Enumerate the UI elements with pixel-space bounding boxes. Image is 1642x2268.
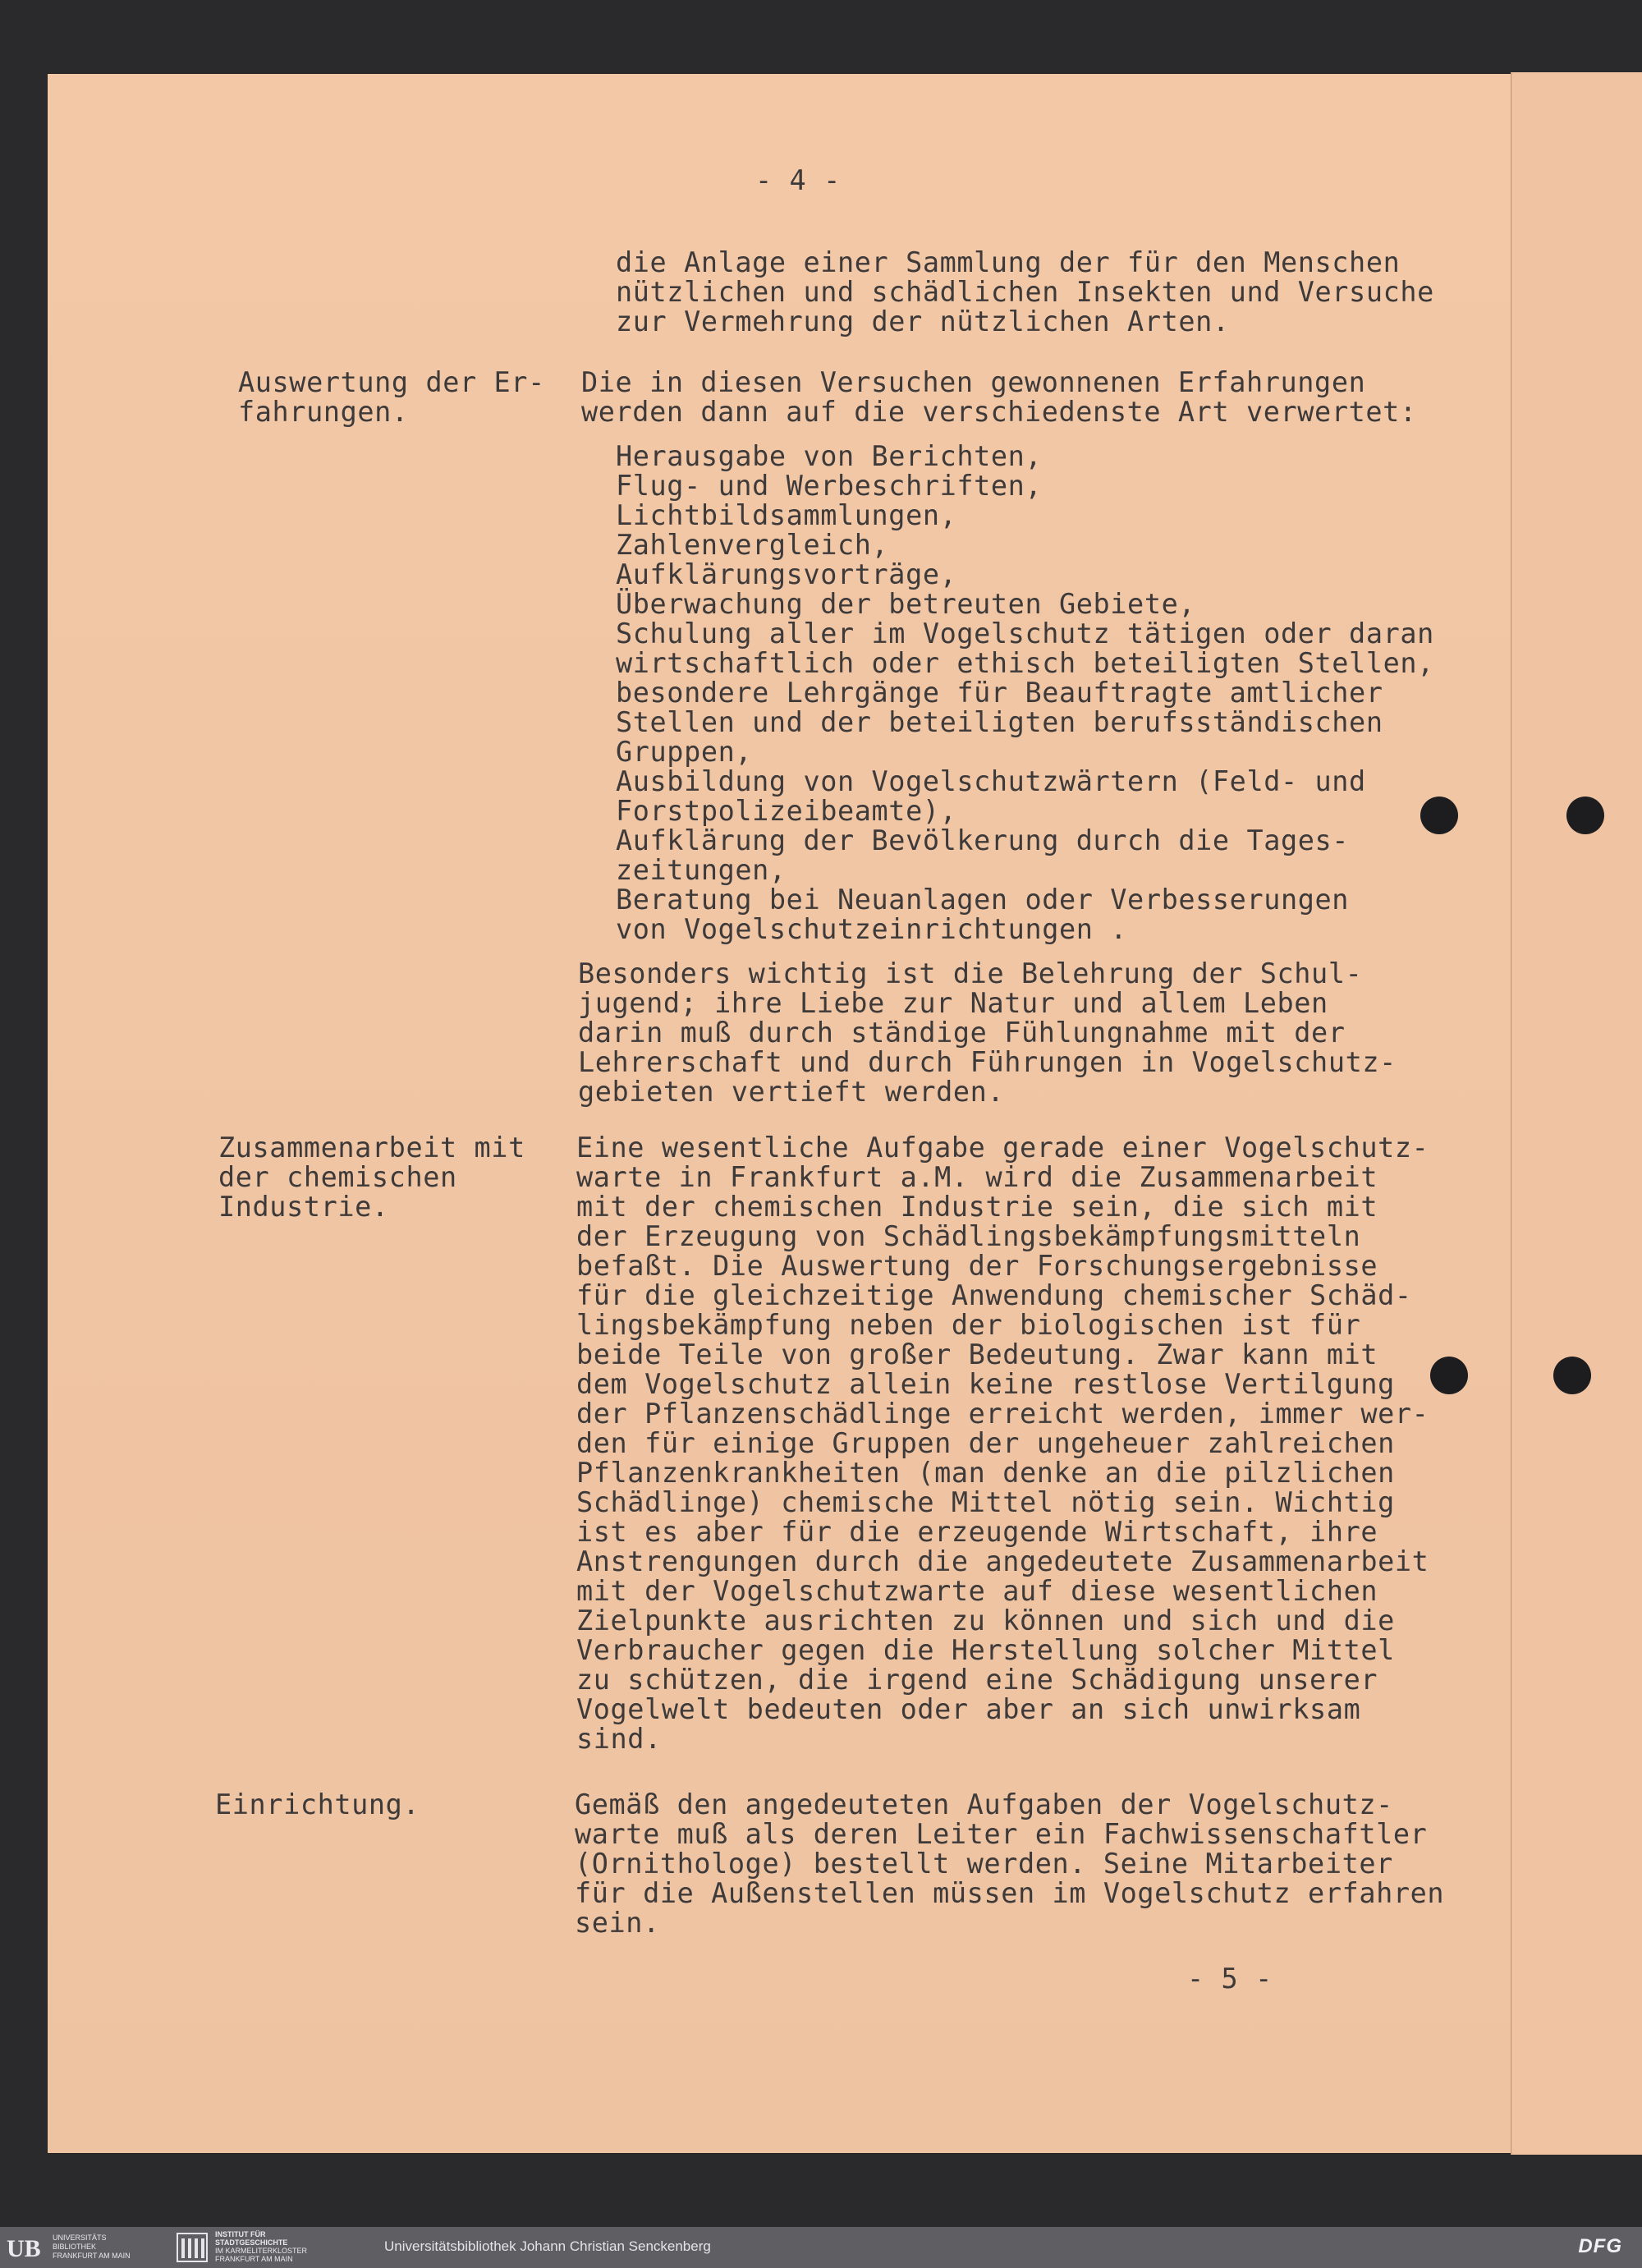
document-page <box>48 74 1511 2153</box>
text-line: sind. <box>576 1723 662 1755</box>
text-line: beide Teile von großer Bedeutung. Zwar kann mit <box>576 1338 1378 1370</box>
list-item: Zahlenvergleich, <box>616 529 889 561</box>
text-line: (Ornithologe) bestellt werden. Seine Mitarbeiter <box>575 1848 1393 1880</box>
text-line: der Pflanzenschädlinge erreicht werden, immer wer- <box>576 1398 1429 1430</box>
margin-line: Auswertung der Er- <box>238 366 545 398</box>
margin-line: Industrie. <box>218 1191 389 1223</box>
logo-line: IM KARMELITERKLOSTER <box>215 2247 308 2255</box>
einrichtung-paragraph <box>575 1790 1444 1938</box>
text-line: warte in Frankfurt a.M. wird die Zusammenarbeit <box>576 1161 1378 1193</box>
logo-line: STADTGESCHICHTE <box>215 2238 288 2247</box>
text-line: sein. <box>575 1907 660 1939</box>
intro-paragraph <box>616 248 1434 337</box>
text-line: Gemäß den angedeuteten Aufgaben der Vogelschutz- <box>575 1788 1393 1820</box>
logo-line: FRANKFURT AM MAIN <box>53 2252 131 2260</box>
text-line: Eine wesentliche Aufgabe gerade einer Vogelschutz- <box>576 1132 1429 1164</box>
text-line: werden dann auf die verschiedenste Art verwertet: <box>581 396 1417 428</box>
next-page-edge <box>1511 72 1642 2155</box>
text-line: warte muß als deren Leiter ein Fachwissenschaftler <box>575 1818 1428 1850</box>
text-line: lingsbekämpfung neben der biologischen ist für <box>576 1309 1361 1341</box>
list-item: besondere Lehrgänge für Beauftragte amtlicher <box>616 677 1383 709</box>
isg-logo-text <box>215 2230 307 2263</box>
list-item: Ausbildung von Vogelschutzwärtern (Feld- und <box>616 765 1366 797</box>
text-line: Die in diesen Versuchen gewonnenen Erfahrungen <box>581 366 1366 398</box>
ub-logo-text <box>53 2234 131 2261</box>
list-item: zeitungen, <box>616 854 787 886</box>
dfg-logo[interactable]: DFG <box>1578 2235 1622 2257</box>
text-line: mit der Vogelschutzwarte auf diese wesentlichen <box>576 1575 1378 1607</box>
text-line: darin muß durch ständige Fühlungnahme mit der <box>578 1017 1346 1049</box>
auswertung-list <box>616 442 1434 944</box>
text-line: Zielpunkte ausrichten zu können und sich und die <box>576 1605 1395 1637</box>
viewer-footer <box>0 2227 1642 2268</box>
text-line: Lehrerschaft und durch Führungen in Vogelschutz- <box>578 1046 1397 1078</box>
margin-line: der chemischen <box>218 1161 457 1193</box>
text-line: jugend; ihre Liebe zur Natur und allem Leben <box>578 987 1328 1019</box>
text-line: den für einige Gruppen der ungeheuer zahlreichen <box>576 1427 1395 1459</box>
text-line: Verbraucher gegen die Herstellung solcher Mittel <box>576 1634 1395 1666</box>
logo-line: UNIVERSITÄTS <box>53 2234 107 2242</box>
text-line: für die gleichzeitige Anwendung chemischer Schäd- <box>576 1279 1412 1311</box>
text-line: nützlichen und schädlichen Insekten und Versuche <box>616 276 1434 308</box>
punch-hole <box>1430 1357 1468 1394</box>
list-item: Aufklärungsvorträge, <box>616 558 957 590</box>
punch-hole <box>1553 1357 1591 1394</box>
text-line: dem Vogelschutz allein keine restlose Vertilgung <box>576 1368 1395 1400</box>
list-item: Lichtbildsammlungen, <box>616 499 957 531</box>
punch-hole <box>1420 797 1458 834</box>
list-item: Überwachung der betreuten Gebiete, <box>616 588 1196 620</box>
building-icon <box>176 2230 209 2263</box>
text-line: Besonders wichtig ist die Belehrung der Schul- <box>578 957 1363 989</box>
auswertung-paragraph <box>578 959 1397 1107</box>
logo-line: INSTITUT FÜR <box>215 2230 266 2238</box>
next-page-number: - 5 - <box>1187 1963 1273 1995</box>
text-line: Pflanzenkrankheiten (man denke an die pilzlichen <box>576 1457 1395 1489</box>
text-line: der Erzeugung von Schädlingsbekämpfungsmitteln <box>576 1220 1361 1252</box>
logo-line: FRANKFURT AM MAIN <box>215 2255 293 2263</box>
auswertung-lead <box>581 368 1417 427</box>
list-item: von Vogelschutzeinrichtungen . <box>616 913 1128 945</box>
text-line: zu schützen, die irgend eine Schädigung unserer <box>576 1664 1378 1696</box>
text-line: ist es aber für die erzeugende Wirtschaft, ihre <box>576 1516 1378 1548</box>
list-item: Beratung bei Neuanlagen oder Verbesserungen <box>616 884 1350 916</box>
library-credit[interactable]: Universitätsbibliothek Johann Christian Senckenberg <box>384 2238 711 2254</box>
text-line: Schädlinge) chemische Mittel nötig sein. Wichtig <box>576 1486 1395 1518</box>
ub-logo-mark: UB <box>7 2235 41 2262</box>
list-item: Gruppen, <box>616 736 753 768</box>
margin-line: fahrungen. <box>238 396 409 428</box>
list-item: Stellen und der beteiligten berufsständischen <box>616 706 1383 738</box>
margin-line: Zusammenarbeit mit <box>218 1132 525 1164</box>
list-item: wirtschaftlich oder ethisch beteiligten Stellen, <box>616 647 1434 679</box>
margin-line: Einrichtung. <box>215 1788 420 1820</box>
zusammenarbeit-paragraph <box>576 1133 1429 1754</box>
margin-heading-auswertung <box>238 368 545 427</box>
list-item: Aufklärung der Bevölkerung durch die Tages- <box>616 824 1350 856</box>
text-line: die Anlage einer Sammlung der für den Menschen <box>616 246 1401 278</box>
text-line: befaßt. Die Auswertung der Forschungsergebnisse <box>576 1250 1378 1282</box>
text-line: Anstrengungen durch die angedeutete Zusammenarbeit <box>576 1545 1429 1577</box>
text-line: zur Vermehrung der nützlichen Arten. <box>616 305 1230 337</box>
list-item: Forstpolizeibeamte), <box>616 795 957 827</box>
logo-line: BIBLIOTHEK <box>53 2243 97 2251</box>
text-line: gebieten vertieft werden. <box>578 1076 1005 1108</box>
margin-heading-einrichtung <box>215 1790 420 1820</box>
margin-heading-zusammenarbeit <box>218 1133 525 1222</box>
list-item: Flug- und Werbeschriften, <box>616 470 1043 502</box>
text-line: Vogelwelt bedeuten oder aber an sich unwirksam <box>576 1693 1361 1725</box>
list-item: Schulung aller im Vogelschutz tätigen oder daran <box>616 618 1434 650</box>
page-number: - 4 - <box>755 164 841 196</box>
text-line: für die Außenstellen müssen im Vogelschutz erfahren <box>575 1877 1445 1909</box>
text-line: mit der chemischen Industrie sein, die sich mit <box>576 1191 1378 1223</box>
punch-hole <box>1566 797 1604 834</box>
list-item: Herausgabe von Berichten, <box>616 440 1043 472</box>
